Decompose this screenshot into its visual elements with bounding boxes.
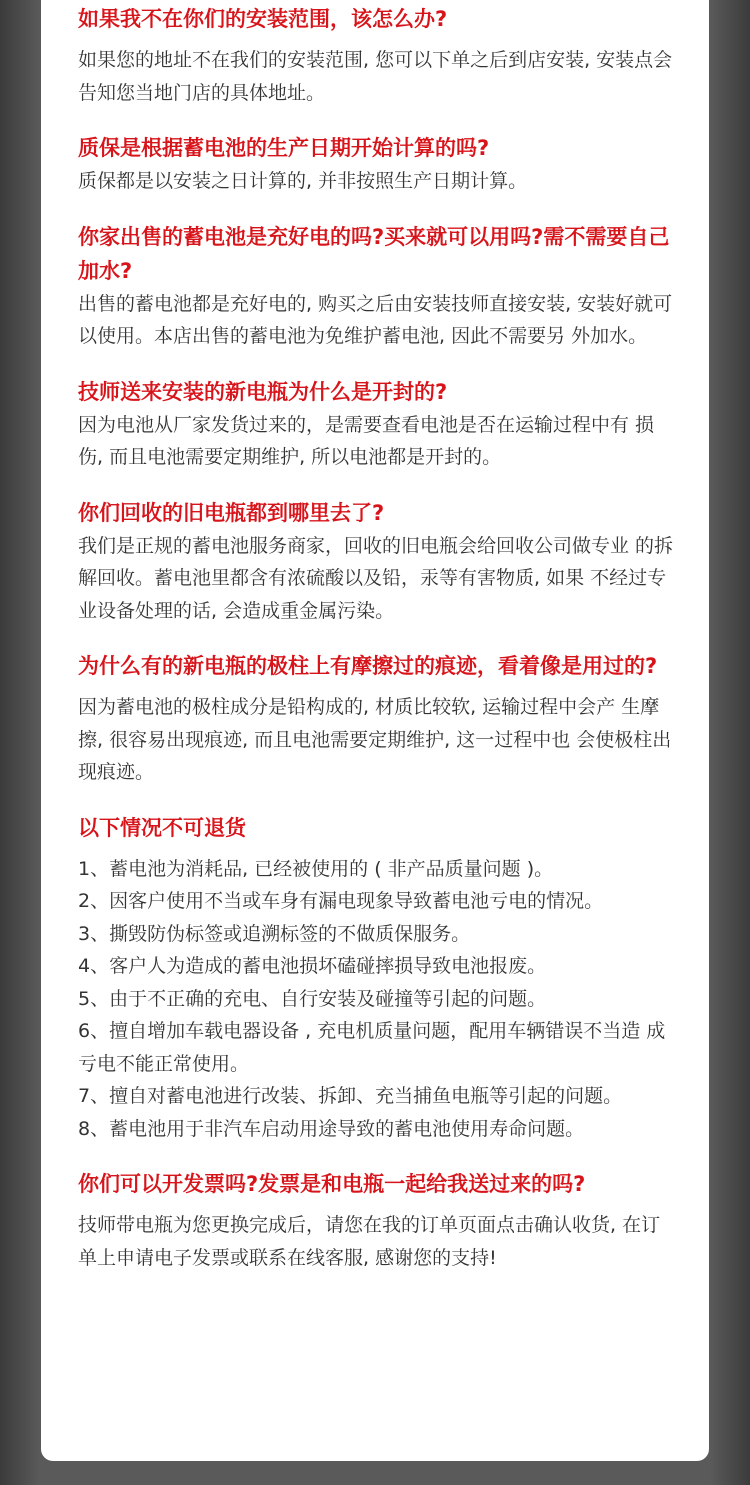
- no-return-list: [78, 853, 678, 1146]
- faq-answer-1: 如果您的地址不在我们的安装范围, 您可以下单之后到店安装, 安装点会告知您当地门店的具体地址。: [78, 49, 673, 104]
- faq-answer-3: 出售的蓄电池都是充好电的, 购买之后由安装技师直接安装, 安装好就可以使用。本店出售的蓄电池为免维护蓄电池, 因此不需要另 外加水。: [78, 292, 673, 347]
- list-item: 4、客户人为造成的蓄电池损坏磕碰摔损导致电池报废。: [78, 955, 547, 977]
- faq-answer-5: 我们是正规的蓄电池服务商家，回收的旧电瓶会给回收公司做专业 的拆解回收。蓄电池里都含有浓硫酸以及铅，汞等有害物质, 如果 不经过专业设备处理的话, 会造成重金属污染。: [78, 534, 674, 622]
- faq-question-6: 为什么有的新电瓶的极柱上有摩擦过的痕迹，看着像是用过的?: [78, 654, 658, 678]
- list-item: 7、擅自对蓄电池进行改装、拆卸、充当捕鱼电瓶等引起的问题。: [78, 1085, 623, 1107]
- page-bottom-strip: [0, 1461, 750, 1485]
- faq-answer-6: 因为蓄电池的极柱成分是铅构成的, 材质比较软, 运输过程中会产 生摩擦, 很容易出现痕迹, 而且电池需要定期维护, 这一过程中也 会使极柱出现痕迹。: [78, 696, 672, 783]
- faq-question-3: 你家出售的蓄电池是充好电的吗?买来就可以用吗?需不需要自己加水?: [78, 224, 670, 283]
- faq-question-4: 技师送来安装的新电瓶为什么是开封的?: [78, 379, 448, 404]
- list-item: 2、因客户使用不当或车身有漏电现象导致蓄电池亏电的情况。: [78, 890, 604, 912]
- invoice-answer: 技师带电瓶为您更换完成后，请您在我的订单页面点击确认收货, 在订单上申请电子发票或联系在线客服, 感谢您的支持!: [78, 1214, 661, 1269]
- invoice-question: 你们可以开发票吗?发票是和电瓶一起给我送过来的吗?: [78, 1172, 586, 1196]
- list-item: 5、由于不正确的充电、自行安装及碰撞等引起的问题。: [78, 987, 547, 1010]
- list-item: 8、蓄电池用于非汽车启动用途导致的蓄电池使用寿命问题。: [78, 1117, 585, 1140]
- faq-question-5: 你们回收的旧电瓶都到哪里去了?: [78, 500, 385, 525]
- no-return-title: 以下情况不可退货: [78, 815, 246, 840]
- list-item: 1、蓄电池为消耗品, 已经被使用的 ( 非产品质量问题 )。: [78, 857, 554, 880]
- list-item: 3、撕毁防伪标签或追溯标签的不做质保服务。: [78, 922, 471, 945]
- list-item: 6、擅自增加车载电器设备 , 充电机质量问题，配用车辆错误不当造 成亏电不能正常使用。: [78, 1020, 666, 1075]
- faq-question-1: 如果我不在你们的安装范围，该怎么办?: [78, 7, 448, 31]
- faq-card: [41, 0, 709, 1461]
- faq-answer-2: 质保都是以安装之日计算的, 并非按照生产日期计算。: [78, 170, 528, 192]
- faq-answer-4: 因为电池从厂家发货过来的，是需要查看电池是否在运输过程中有 损伤, 而且电池需要定期维护, 所以电池都是开封的。: [78, 413, 655, 468]
- faq-question-2: 质保是根据蓄电池的生产日期开始计算的吗?: [78, 136, 490, 160]
- faq-content: [78, 2, 678, 1274]
